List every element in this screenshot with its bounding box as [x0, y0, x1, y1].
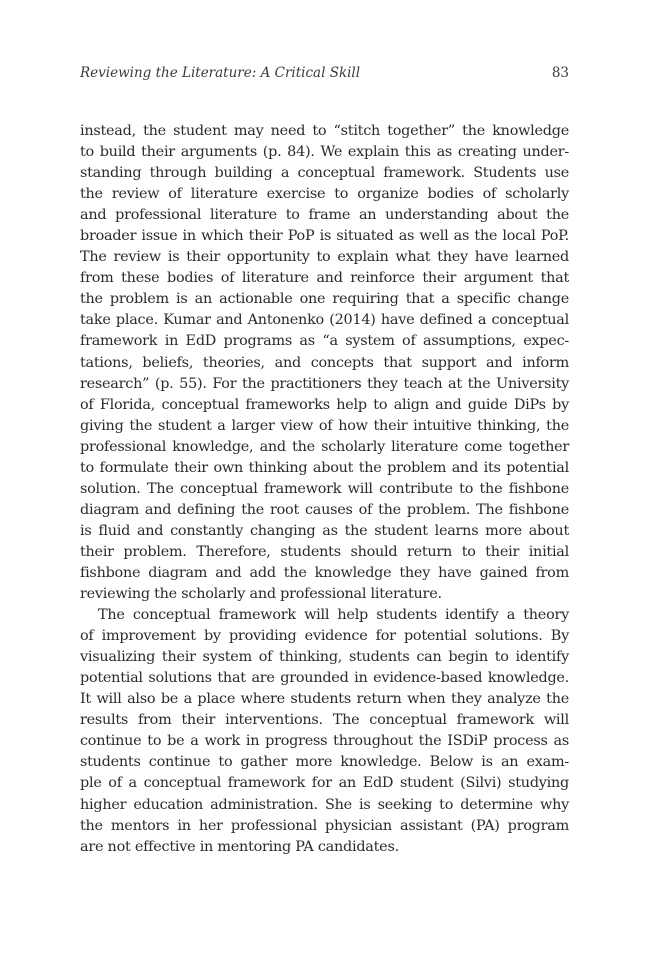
text-line: are not effective in mentoring PA candidates. [80, 838, 399, 855]
running-title: Reviewing the Literature: A Critical Skill [80, 65, 361, 81]
text-line: It will also be a place where students return when they analyze the [80, 691, 569, 708]
text-line: instead, the student may need to “stitch together” the knowledge [80, 123, 569, 139]
text-line: of improvement by providing evidence for potential solutions. By [80, 628, 569, 645]
text-line: take place. Kumar and Antonenko (2014) have defined a conceptual [80, 312, 569, 329]
text-line: and professional literature to frame an understanding about the [80, 207, 569, 224]
text-line: higher education administration. She is seeking to determine why [80, 796, 569, 813]
text-line: ple of a conceptual framework for an EdD student (Silvi) studying [80, 775, 569, 792]
text-line: framework in EdD programs as “a system of assumptions, expec- [80, 333, 569, 350]
text-line: is fluid and constantly changing as the student learns more about [80, 522, 569, 539]
text-line: potential solutions that are grounded in evidence-based knowledge. [80, 670, 569, 687]
text-line: solution. The conceptual framework will contribute to the fishbone [80, 480, 569, 497]
paragraph-first-line: The conceptual framework will help students identify a theory [98, 607, 569, 624]
text-line: broader issue in which their PoP is situated as well as the local PoP. [80, 228, 569, 245]
text-line: reviewing the scholarly and professional literature. [80, 586, 442, 603]
text-line: their problem. Therefore, students should return to their initial [80, 543, 569, 560]
text-line: visualizing their system of thinking, students can begin to identify [80, 649, 569, 666]
text-line: continue to be a work in progress throughout the ISDiP process as [80, 733, 569, 750]
text-line: The review is their opportunity to explain what they have learned [80, 249, 569, 266]
text-line: professional knowledge, and the scholarly literature come together [80, 438, 569, 455]
text-line: fishbone diagram and add the knowledge they have gained from [80, 564, 569, 581]
text-line: standing through building a conceptual framework. Students use [80, 165, 569, 182]
body-text [80, 121, 569, 858]
text-line: the mentors in her professional physician assistant (PA) program [80, 817, 569, 834]
text-line: the problem is an actionable one requiring that a specific change [80, 291, 569, 308]
text-line: the review of literature exercise to organize bodies of scholarly [80, 186, 569, 203]
text-line: research” (p. 55). For the practitioners they teach at the University [80, 375, 569, 392]
text-line: of Florida, conceptual frameworks help to align and guide DiPs by [80, 396, 569, 413]
text-line: giving the student a larger view of how their intuitive thinking, the [80, 417, 569, 434]
text-line: to formulate their own thinking about the problem and its potential [80, 459, 569, 476]
text-line: tations, beliefs, theories, and concepts that support and inform [80, 354, 569, 371]
text-line: diagram and defining the root causes of the problem. The fishbone [80, 501, 569, 518]
text-line: results from their interventions. The conceptual framework will [80, 712, 569, 729]
text-line: to build their arguments (p. 84). We explain this as creating under- [80, 144, 569, 161]
text-line: from these bodies of literature and reinforce their argument that [80, 270, 569, 287]
page-number: 83 [551, 65, 569, 81]
text-line: students continue to gather more knowledge. Below is an exam- [80, 754, 569, 771]
